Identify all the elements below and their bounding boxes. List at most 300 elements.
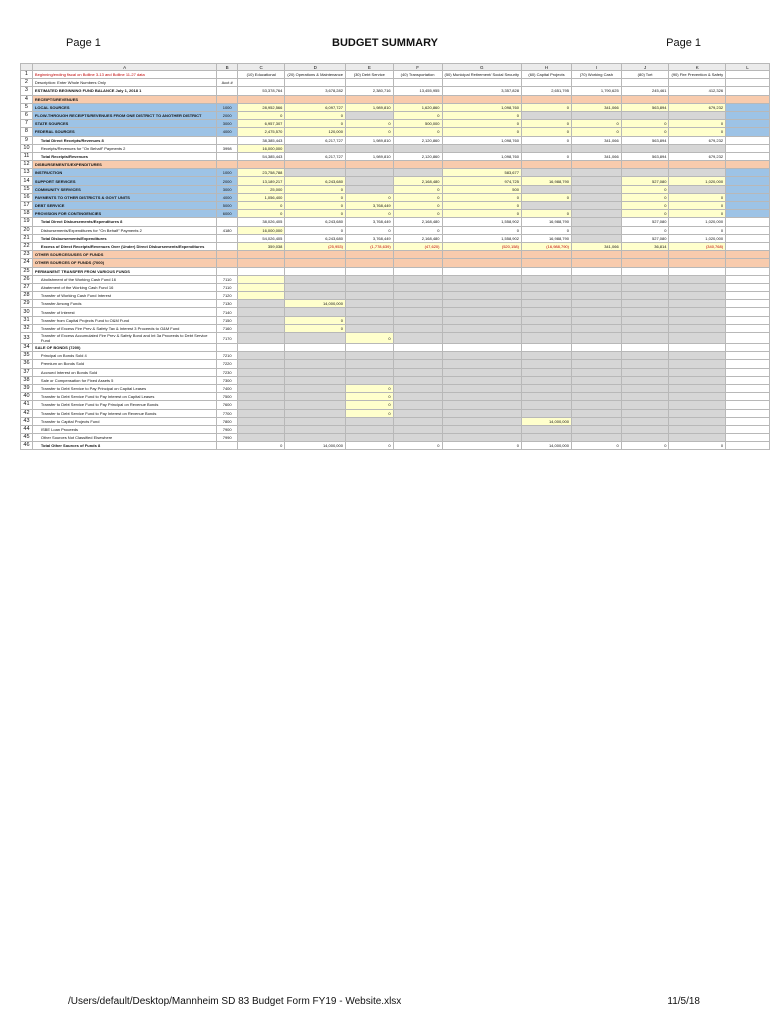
value-cell[interactable] (442, 417, 521, 425)
value-cell[interactable] (393, 169, 442, 177)
value-cell[interactable] (237, 283, 284, 291)
value-cell[interactable] (621, 251, 669, 259)
value-cell[interactable] (521, 384, 571, 392)
row-number[interactable]: 38 (21, 376, 33, 384)
value-cell[interactable]: 0 (285, 111, 346, 119)
value-cell[interactable] (237, 409, 284, 417)
value-cell[interactable] (669, 308, 726, 316)
value-cell[interactable] (726, 128, 770, 136)
value-cell[interactable]: 0 (621, 226, 669, 234)
value-cell[interactable] (521, 409, 571, 417)
value-cell[interactable] (726, 425, 770, 433)
value-cell[interactable] (285, 144, 346, 152)
value-cell[interactable] (669, 251, 726, 259)
row-number[interactable]: 27 (21, 283, 33, 291)
value-cell[interactable] (571, 368, 621, 376)
value-cell[interactable]: 0 (521, 128, 571, 136)
value-cell[interactable] (237, 384, 284, 392)
value-cell[interactable]: 0 (621, 210, 669, 218)
account-number-cell[interactable]: 7210 (217, 352, 238, 360)
value-cell[interactable] (669, 384, 726, 392)
value-cell[interactable]: 13,455,955 (393, 87, 442, 95)
value-cell[interactable] (669, 275, 726, 283)
row-label-cell[interactable]: PAYMENTS TO OTHER DISTRICTS & GOVT UNITS (32, 193, 217, 201)
value-cell[interactable]: 0 (669, 193, 726, 201)
row-number[interactable]: 20 (21, 226, 33, 234)
account-number-cell[interactable]: 3000 (217, 185, 238, 193)
value-cell[interactable] (521, 344, 571, 352)
row-label-cell[interactable]: Other Sources Not Classified Elsewhere (32, 434, 217, 442)
value-cell[interactable] (521, 434, 571, 442)
value-cell[interactable] (621, 333, 669, 344)
value-cell[interactable]: 0 (393, 226, 442, 234)
value-cell[interactable]: 563,894 (621, 136, 669, 144)
value-cell[interactable] (621, 425, 669, 433)
value-cell[interactable] (393, 344, 442, 352)
value-cell[interactable] (285, 352, 346, 360)
value-cell[interactable]: 0 (285, 226, 346, 234)
value-cell[interactable] (726, 368, 770, 376)
value-cell[interactable] (726, 308, 770, 316)
value-cell[interactable] (621, 344, 669, 352)
value-cell[interactable] (345, 259, 393, 267)
value-cell[interactable] (521, 333, 571, 344)
value-cell[interactable]: 2,168,480 (393, 218, 442, 226)
value-cell[interactable]: 14,000,000 (521, 442, 571, 450)
account-number-cell[interactable]: 7140 (217, 308, 238, 316)
row-number[interactable]: 36 (21, 360, 33, 368)
value-cell[interactable] (285, 333, 346, 344)
value-cell[interactable] (345, 267, 393, 275)
value-cell[interactable] (669, 95, 726, 103)
value-cell[interactable] (726, 242, 770, 250)
value-cell[interactable]: 0 (442, 202, 521, 210)
row-label-cell[interactable]: ESTIMATED BEGINNING FUND BALANCE July 1, 2018 1 (32, 87, 217, 95)
value-cell[interactable]: 2,120,860 (393, 152, 442, 160)
value-cell[interactable] (621, 300, 669, 308)
value-cell[interactable] (521, 425, 571, 433)
value-cell[interactable] (571, 417, 621, 425)
value-cell[interactable] (521, 202, 571, 210)
value-cell[interactable] (237, 401, 284, 409)
value-cell[interactable]: 0 (345, 384, 393, 392)
value-cell[interactable] (726, 87, 770, 95)
value-cell[interactable]: 16,988,790 (521, 177, 571, 185)
value-cell[interactable] (442, 393, 521, 401)
value-cell[interactable] (237, 308, 284, 316)
value-cell[interactable]: 2,380,716 (345, 87, 393, 95)
value-cell[interactable]: (340,768) (669, 242, 726, 250)
value-cell[interactable]: 16,000,000 (237, 144, 284, 152)
value-cell[interactable]: 0 (393, 185, 442, 193)
value-cell[interactable] (571, 333, 621, 344)
value-cell[interactable]: (520,158) (442, 242, 521, 250)
account-number-cell[interactable] (217, 251, 238, 259)
value-cell[interactable]: 0 (285, 193, 346, 201)
column-header-h[interactable]: H (521, 64, 571, 71)
value-cell[interactable] (669, 352, 726, 360)
value-cell[interactable] (521, 316, 571, 324)
value-cell[interactable] (237, 333, 284, 344)
value-cell[interactable] (669, 333, 726, 344)
value-cell[interactable] (345, 169, 393, 177)
value-cell[interactable]: (90) Fire Prevention & Safety (669, 71, 726, 79)
row-label-cell[interactable]: PERMANENT TRANSFER FROM VARIOUS FUNDS (32, 267, 217, 275)
value-cell[interactable]: (47,620) (393, 242, 442, 250)
value-cell[interactable]: 0 (442, 111, 521, 119)
value-cell[interactable]: 2,475,570 (237, 128, 284, 136)
value-cell[interactable] (726, 283, 770, 291)
value-cell[interactable] (669, 417, 726, 425)
row-number[interactable]: 5 (21, 103, 33, 111)
row-number[interactable]: 41 (21, 401, 33, 409)
value-cell[interactable] (521, 259, 571, 267)
value-cell[interactable] (442, 352, 521, 360)
value-cell[interactable] (285, 425, 346, 433)
value-cell[interactable] (442, 360, 521, 368)
row-label-cell[interactable]: Total Direct Disbursements/Expenditures 8 (32, 218, 217, 226)
value-cell[interactable]: 583,677 (442, 169, 521, 177)
value-cell[interactable]: 0 (237, 442, 284, 450)
account-number-cell[interactable]: 7110 (217, 275, 238, 283)
value-cell[interactable]: 0 (393, 442, 442, 450)
value-cell[interactable] (669, 401, 726, 409)
value-cell[interactable] (669, 300, 726, 308)
value-cell[interactable] (285, 292, 346, 300)
value-cell[interactable]: 0 (571, 442, 621, 450)
value-cell[interactable]: 6,243,680 (285, 177, 346, 185)
value-cell[interactable]: 1,620,860 (393, 103, 442, 111)
value-cell[interactable] (442, 251, 521, 259)
account-number-cell[interactable]: 4000 (217, 193, 238, 201)
value-cell[interactable]: (70) Working Cash (571, 71, 621, 79)
value-cell[interactable]: 14,000,000 (285, 442, 346, 450)
value-cell[interactable]: 1,020,000 (669, 234, 726, 242)
column-header-f[interactable]: F (393, 64, 442, 71)
value-cell[interactable] (345, 177, 393, 185)
value-cell[interactable]: (60) Capital Projects (521, 71, 571, 79)
value-cell[interactable]: 2,120,860 (393, 136, 442, 144)
value-cell[interactable] (393, 393, 442, 401)
row-label-cell[interactable]: Transfer to Debt Service Fund to Pay Principal on Revenue Bonds (32, 401, 217, 409)
value-cell[interactable]: 0 (345, 393, 393, 401)
value-cell[interactable] (669, 292, 726, 300)
value-cell[interactable] (345, 316, 393, 324)
value-cell[interactable] (571, 79, 621, 87)
account-number-cell[interactable]: 1000 (217, 169, 238, 177)
value-cell[interactable]: 0 (345, 226, 393, 234)
value-cell[interactable] (345, 275, 393, 283)
value-cell[interactable] (393, 376, 442, 384)
value-cell[interactable]: 0 (621, 185, 669, 193)
value-cell[interactable]: 0 (521, 120, 571, 128)
value-cell[interactable] (393, 409, 442, 417)
value-cell[interactable] (669, 259, 726, 267)
account-number-cell[interactable]: 7700 (217, 409, 238, 417)
value-cell[interactable]: 412,326 (669, 87, 726, 95)
account-number-cell[interactable] (217, 87, 238, 95)
row-number[interactable]: 24 (21, 259, 33, 267)
row-label-cell[interactable]: Transfer from Capital Projects Fund to O&M Fund (32, 316, 217, 324)
value-cell[interactable] (669, 393, 726, 401)
account-number-cell[interactable] (217, 218, 238, 226)
value-cell[interactable] (393, 324, 442, 332)
account-number-cell[interactable]: 7990 (217, 434, 238, 442)
account-number-cell[interactable]: Acct # (217, 79, 238, 87)
value-cell[interactable]: 3,768,449 (345, 202, 393, 210)
value-cell[interactable] (669, 169, 726, 177)
value-cell[interactable] (345, 161, 393, 169)
value-cell[interactable]: 0 (669, 202, 726, 210)
value-cell[interactable] (571, 300, 621, 308)
value-cell[interactable] (726, 136, 770, 144)
column-header-i[interactable]: I (571, 64, 621, 71)
value-cell[interactable]: 6,957,307 (237, 120, 284, 128)
row-label-cell[interactable]: DEBT SERVICE (32, 202, 217, 210)
row-number[interactable]: 43 (21, 417, 33, 425)
value-cell[interactable] (285, 259, 346, 267)
value-cell[interactable] (345, 417, 393, 425)
account-number-cell[interactable]: 5000 (217, 202, 238, 210)
value-cell[interactable] (521, 393, 571, 401)
value-cell[interactable] (571, 376, 621, 384)
value-cell[interactable]: 0 (442, 210, 521, 218)
value-cell[interactable] (442, 324, 521, 332)
value-cell[interactable]: 0 (521, 193, 571, 201)
value-cell[interactable]: 14,000,000 (285, 300, 346, 308)
value-cell[interactable] (621, 316, 669, 324)
value-cell[interactable] (521, 144, 571, 152)
value-cell[interactable] (521, 267, 571, 275)
value-cell[interactable] (726, 360, 770, 368)
value-cell[interactable] (669, 283, 726, 291)
value-cell[interactable] (669, 144, 726, 152)
value-cell[interactable] (571, 316, 621, 324)
value-cell[interactable] (621, 275, 669, 283)
value-cell[interactable] (621, 324, 669, 332)
value-cell[interactable]: 1,558,902 (442, 234, 521, 242)
value-cell[interactable] (726, 79, 770, 87)
row-label-cell[interactable]: INSTRUCTION (32, 169, 217, 177)
value-cell[interactable] (345, 292, 393, 300)
value-cell[interactable] (237, 275, 284, 283)
value-cell[interactable]: 0 (521, 210, 571, 218)
value-cell[interactable]: 1,989,810 (345, 152, 393, 160)
row-number[interactable]: 2 (21, 79, 33, 87)
value-cell[interactable] (442, 283, 521, 291)
value-cell[interactable] (571, 267, 621, 275)
value-cell[interactable] (726, 393, 770, 401)
column-header-k[interactable]: K (669, 64, 726, 71)
row-label-cell[interactable]: RECEIPTS/REVENUES (32, 95, 217, 103)
column-header-j[interactable]: J (621, 64, 669, 71)
row-label-cell[interactable]: Disbursements/Expenditures for "On Behalf" Payments 2 (32, 226, 217, 234)
value-cell[interactable] (669, 185, 726, 193)
value-cell[interactable] (726, 292, 770, 300)
row-label-cell[interactable]: Premium on Bonds Sold (32, 360, 217, 368)
value-cell[interactable] (521, 95, 571, 103)
account-number-cell[interactable]: 1000 (217, 103, 238, 111)
value-cell[interactable] (726, 409, 770, 417)
value-cell[interactable] (726, 185, 770, 193)
value-cell[interactable] (621, 169, 669, 177)
value-cell[interactable] (571, 292, 621, 300)
value-cell[interactable] (285, 283, 346, 291)
value-cell[interactable] (237, 417, 284, 425)
value-cell[interactable]: (1,778,639) (345, 242, 393, 250)
row-number[interactable]: 44 (21, 425, 33, 433)
row-label-cell[interactable]: Transfer to Debt Service Fund to Pay Interest on Capital Leases (32, 393, 217, 401)
value-cell[interactable]: 0 (285, 210, 346, 218)
value-cell[interactable]: 0 (442, 120, 521, 128)
value-cell[interactable] (285, 95, 346, 103)
account-number-cell[interactable]: 3998 (217, 144, 238, 152)
value-cell[interactable]: 6,243,680 (285, 234, 346, 242)
value-cell[interactable] (393, 251, 442, 259)
value-cell[interactable] (285, 434, 346, 442)
row-label-cell[interactable]: PROVISION FOR CONTINGENCIES (32, 210, 217, 218)
value-cell[interactable]: 0 (285, 202, 346, 210)
value-cell[interactable]: 0 (393, 210, 442, 218)
value-cell[interactable] (621, 434, 669, 442)
value-cell[interactable]: 0 (621, 128, 669, 136)
value-cell[interactable] (571, 324, 621, 332)
value-cell[interactable]: 0 (442, 193, 521, 201)
value-cell[interactable] (285, 267, 346, 275)
account-number-cell[interactable] (217, 344, 238, 352)
row-number[interactable]: 3 (21, 87, 33, 95)
row-number[interactable]: 16 (21, 193, 33, 201)
account-number-cell[interactable]: 4000 (217, 128, 238, 136)
row-label-cell[interactable]: Transfer to Capital Projects Fund (32, 417, 217, 425)
value-cell[interactable]: 0 (442, 442, 521, 450)
row-number[interactable]: 29 (21, 300, 33, 308)
value-cell[interactable] (726, 376, 770, 384)
account-number-cell[interactable]: 2000 (217, 111, 238, 119)
value-cell[interactable] (345, 434, 393, 442)
value-cell[interactable]: 0 (521, 152, 571, 160)
value-cell[interactable] (285, 393, 346, 401)
value-cell[interactable] (521, 308, 571, 316)
value-cell[interactable]: 563,894 (621, 152, 669, 160)
value-cell[interactable]: 54,026,405 (237, 234, 284, 242)
row-number[interactable]: 13 (21, 169, 33, 177)
value-cell[interactable] (571, 202, 621, 210)
value-cell[interactable] (237, 251, 284, 259)
value-cell[interactable] (393, 352, 442, 360)
value-cell[interactable]: 0 (621, 120, 669, 128)
value-cell[interactable]: 3,768,449 (345, 218, 393, 226)
row-label-cell[interactable]: Principal on Bonds Sold 4 (32, 352, 217, 360)
value-cell[interactable] (621, 352, 669, 360)
row-label-cell[interactable]: Transfer to Debt Service Fund to Pay Interest on Revenue Bonds (32, 409, 217, 417)
row-number[interactable]: 42 (21, 409, 33, 417)
value-cell[interactable] (442, 434, 521, 442)
value-cell[interactable] (442, 95, 521, 103)
value-cell[interactable]: 0 (442, 128, 521, 136)
value-cell[interactable] (237, 95, 284, 103)
value-cell[interactable]: 0 (345, 333, 393, 344)
value-cell[interactable] (571, 177, 621, 185)
value-cell[interactable]: 3,357,828 (442, 87, 521, 95)
value-cell[interactable] (442, 401, 521, 409)
value-cell[interactable]: 1,098,760 (442, 103, 521, 111)
value-cell[interactable] (393, 368, 442, 376)
value-cell[interactable] (442, 144, 521, 152)
value-cell[interactable] (571, 169, 621, 177)
value-cell[interactable] (726, 324, 770, 332)
value-cell[interactable] (393, 360, 442, 368)
value-cell[interactable] (571, 210, 621, 218)
value-cell[interactable] (571, 434, 621, 442)
row-label-cell[interactable]: SALE OF BONDS (7200) (32, 344, 217, 352)
value-cell[interactable]: 0 (669, 120, 726, 128)
value-cell[interactable]: 0 (345, 120, 393, 128)
value-cell[interactable] (726, 267, 770, 275)
value-cell[interactable]: 0 (621, 193, 669, 201)
value-cell[interactable] (726, 333, 770, 344)
value-cell[interactable] (726, 152, 770, 160)
value-cell[interactable]: 23,758,788 (237, 169, 284, 177)
value-cell[interactable]: 1,098,760 (442, 136, 521, 144)
value-cell[interactable]: (16,988,790) (521, 242, 571, 250)
row-label-cell[interactable]: COMMUNITY SERVICES (32, 185, 217, 193)
row-number[interactable]: 34 (21, 344, 33, 352)
value-cell[interactable] (571, 144, 621, 152)
value-cell[interactable]: 341,066 (571, 152, 621, 160)
value-cell[interactable]: 3,768,449 (345, 234, 393, 242)
value-cell[interactable] (393, 308, 442, 316)
value-cell[interactable]: 13,189,217 (237, 177, 284, 185)
value-cell[interactable] (726, 71, 770, 79)
value-cell[interactable]: 0 (442, 226, 521, 234)
value-cell[interactable] (285, 344, 346, 352)
value-cell[interactable]: 6,217,727 (285, 152, 346, 160)
value-cell[interactable] (345, 376, 393, 384)
value-cell[interactable] (571, 193, 621, 201)
value-cell[interactable] (521, 283, 571, 291)
value-cell[interactable]: 6,217,727 (285, 136, 346, 144)
value-cell[interactable] (345, 283, 393, 291)
value-cell[interactable] (237, 300, 284, 308)
value-cell[interactable] (442, 292, 521, 300)
value-cell[interactable]: 0 (237, 111, 284, 119)
value-cell[interactable] (285, 384, 346, 392)
row-number[interactable]: 21 (21, 234, 33, 242)
value-cell[interactable] (726, 226, 770, 234)
value-cell[interactable] (726, 161, 770, 169)
row-number[interactable]: 37 (21, 368, 33, 376)
value-cell[interactable] (442, 79, 521, 87)
value-cell[interactable]: 0 (621, 442, 669, 450)
value-cell[interactable] (393, 316, 442, 324)
value-cell[interactable] (726, 442, 770, 450)
value-cell[interactable]: 120,000 (285, 128, 346, 136)
value-cell[interactable] (621, 401, 669, 409)
row-number[interactable]: 18 (21, 210, 33, 218)
value-cell[interactable] (571, 308, 621, 316)
row-label-cell[interactable]: Total Receipts/Revenues (32, 152, 217, 160)
value-cell[interactable]: 16,000,000 (237, 226, 284, 234)
value-cell[interactable] (669, 360, 726, 368)
account-number-cell[interactable] (217, 242, 238, 250)
row-label-cell[interactable]: Total Other Sources of Funds 8 (32, 442, 217, 450)
value-cell[interactable] (237, 316, 284, 324)
value-cell[interactable] (345, 368, 393, 376)
value-cell[interactable] (571, 218, 621, 226)
value-cell[interactable] (442, 333, 521, 344)
value-cell[interactable] (345, 308, 393, 316)
